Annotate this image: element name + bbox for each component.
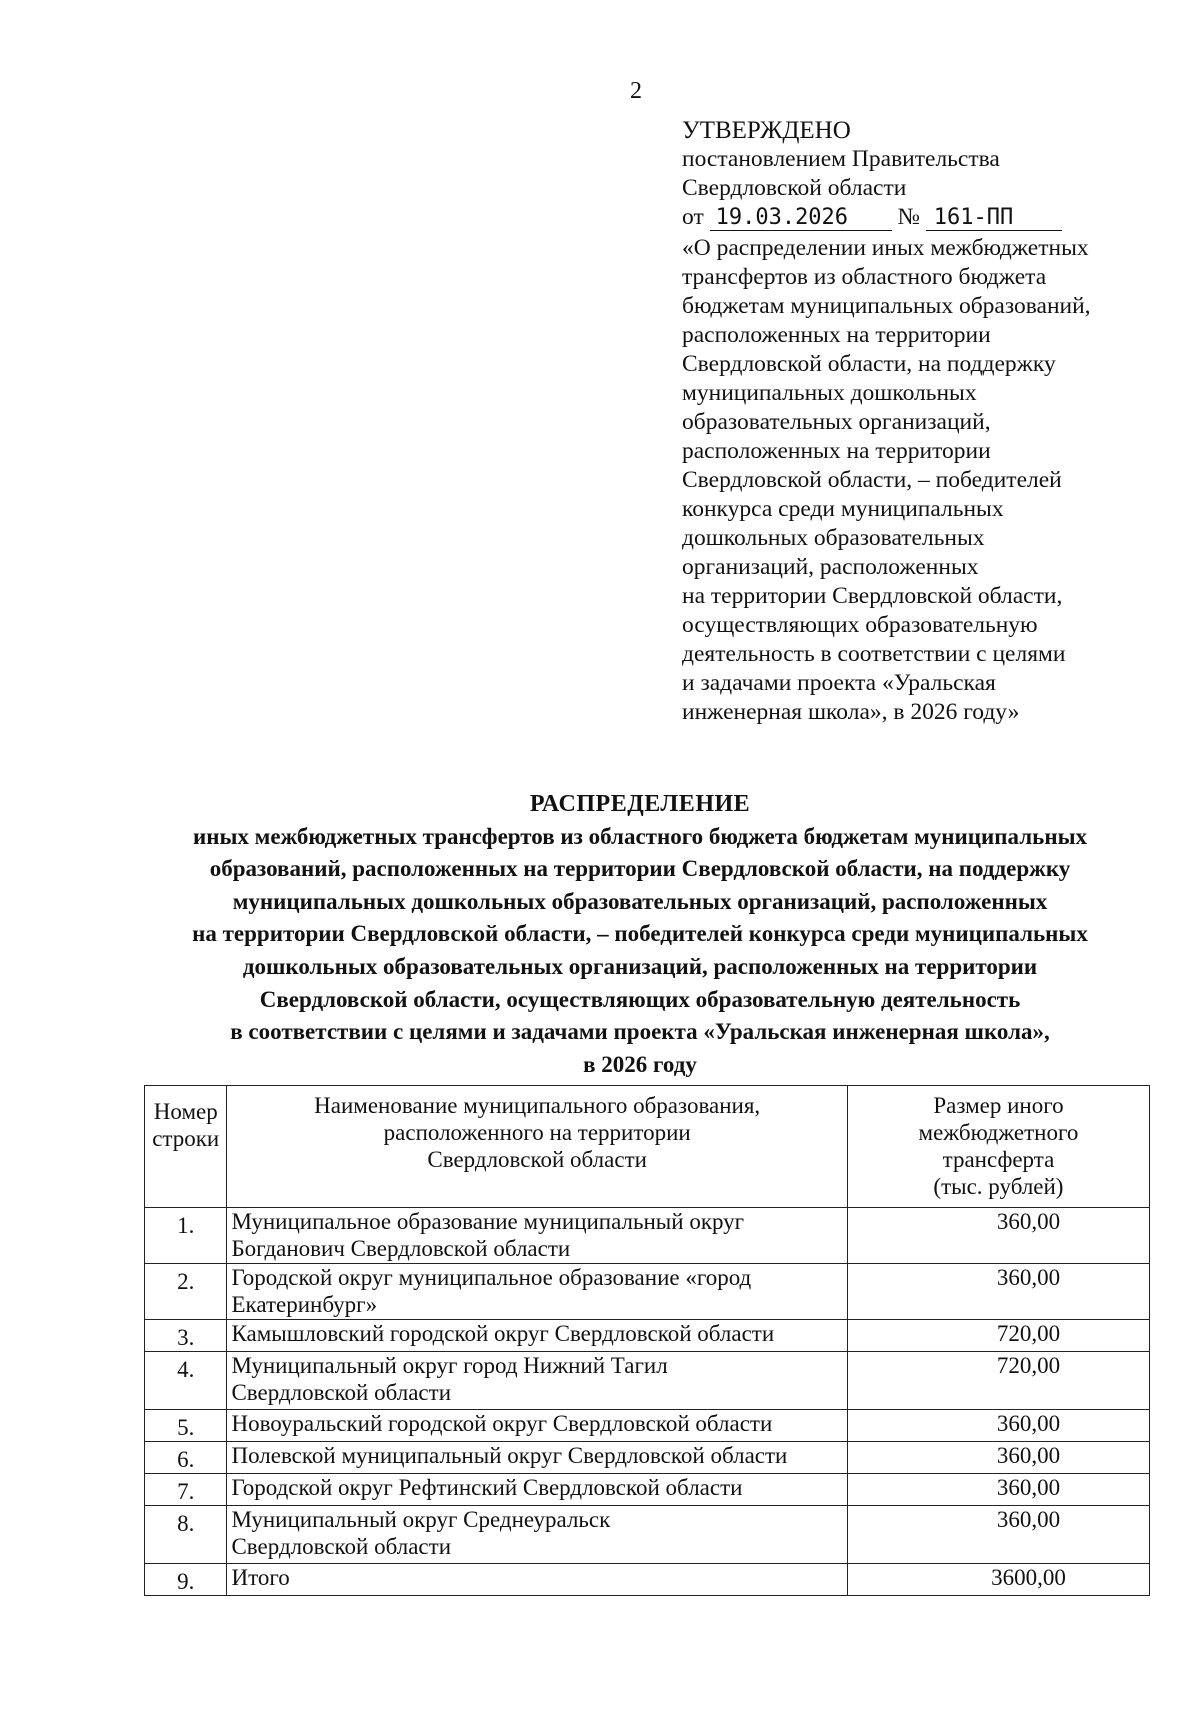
description-line: конкурса среди муниципальных: [682, 496, 1004, 522]
description-line: муниципальных дошкольных: [682, 380, 977, 406]
description-line: на территории Свердловской области,: [682, 583, 1063, 609]
date-prefix: от: [682, 204, 704, 230]
municipality-name: Муниципальный округ Среднеуральск Свердловской области: [227, 1506, 847, 1564]
description-line: Свердловской области, на поддержку: [682, 351, 1056, 377]
main-title: РАСПРЕДЕЛЕНИЕ: [529, 791, 751, 817]
description-line: Свердловской области, – победителей: [682, 467, 1062, 493]
description-line: деятельность в соответствии с целями: [682, 641, 1066, 667]
table-header-row: [145, 1086, 1150, 1208]
municipality-name: Итого: [227, 1564, 847, 1596]
table-row: [145, 1320, 1150, 1352]
title-line: Свердловской области, осуществляющих образовательную деятельность: [259, 986, 1021, 1012]
municipality-name: Новоуральский городской округ Свердловской области: [227, 1410, 847, 1442]
description-line: расположенных на территории: [682, 322, 991, 348]
header-amount: Размер иного межбюджетного трансферта (тыс. рублей): [847, 1086, 1149, 1208]
row-number: 7.: [145, 1474, 227, 1506]
approval-line: Свердловской области: [682, 175, 907, 201]
municipality-name: Городской округ муниципальное образование «город Екатеринбург»: [227, 1264, 847, 1320]
approval-date: 19.03.2026: [710, 206, 892, 231]
description-line: расположенных на территории: [682, 438, 991, 464]
description-line: осуществляющих образовательную: [682, 612, 1038, 638]
row-number: 1.: [145, 1208, 227, 1264]
transfer-amount: 360,00: [847, 1442, 1149, 1474]
table-row: [145, 1352, 1150, 1410]
title-line: образований, расположенных на территории Свердловской области, на поддержку: [209, 856, 1071, 882]
approval-line: постановлением Правительства: [682, 146, 1000, 172]
municipality-name: Городской округ Рефтинский Свердловской области: [227, 1474, 847, 1506]
approval-block: [682, 116, 1152, 727]
page-number: 2: [630, 78, 642, 104]
transfer-amount: 360,00: [847, 1410, 1149, 1442]
transfer-amount: 3600,00: [847, 1564, 1149, 1596]
row-number: 2.: [145, 1264, 227, 1320]
municipality-name: Муниципальный округ город Нижний Тагил Свердловской области: [227, 1352, 847, 1410]
table-row: [145, 1410, 1150, 1442]
table-row: [145, 1506, 1150, 1564]
table-row-total: [145, 1564, 1150, 1596]
table-row: [145, 1442, 1150, 1474]
approval-number: 161-ПП: [926, 206, 1062, 231]
transfer-amount: 360,00: [847, 1208, 1149, 1264]
transfer-amount: 360,00: [847, 1506, 1149, 1564]
municipality-name: Камышловский городской округ Свердловской области: [227, 1320, 847, 1352]
description-line: инженерная школа», в 2026 году»: [682, 699, 1020, 725]
number-prefix: №: [897, 204, 920, 230]
title-line: муниципальных дошкольных образовательных организаций, расположенных: [232, 888, 1048, 914]
header-row-number: Номер строки: [145, 1086, 227, 1208]
description-line: образовательных организаций,: [682, 409, 991, 435]
row-number: 8.: [145, 1506, 227, 1564]
description-line: «О распределении иных межбюджетных: [682, 235, 1089, 261]
transfer-amount: 360,00: [847, 1264, 1149, 1320]
document-title: [130, 788, 1150, 1081]
title-line: в 2026 году: [583, 1051, 697, 1077]
table-row: [145, 1474, 1150, 1506]
description-line: и задачами проекта «Уральская: [682, 670, 996, 696]
title-line: в соответствии с целями и задачами проекта «Уральская инженерная школа»,: [230, 1019, 1050, 1045]
row-number: 3.: [145, 1320, 227, 1352]
transfer-amount: 360,00: [847, 1474, 1149, 1506]
municipality-name: Полевской муниципальный округ Свердловской области: [227, 1442, 847, 1474]
description-line: дошкольных образовательных: [682, 525, 985, 551]
row-number: 4.: [145, 1352, 227, 1410]
title-line: на территории Свердловской области, – победителей конкурса среди муниципальных: [192, 921, 1088, 947]
table-row: [145, 1208, 1150, 1264]
row-number: 5.: [145, 1410, 227, 1442]
row-number: 9.: [145, 1564, 227, 1596]
description-line: трансфертов из областного бюджета: [682, 264, 1047, 290]
description-line: бюджетам муниципальных образований,: [682, 293, 1091, 319]
approval-heading: УТВЕРЖДЕНО: [682, 117, 851, 144]
municipality-name: Муниципальное образование муниципальный округ Богданович Свердловской области: [227, 1208, 847, 1264]
title-line: дошкольных образовательных организаций, расположенных на территории: [242, 953, 1038, 979]
approval-date-line: [682, 203, 1152, 232]
transfer-amount: 720,00: [847, 1320, 1149, 1352]
header-municipality: Наименование муниципального образования, расположенного на территории Свердловской области: [227, 1086, 847, 1208]
distribution-table: [144, 1085, 1150, 1596]
table-row: [145, 1264, 1150, 1320]
description-line: организаций, расположенных: [682, 554, 979, 580]
transfer-amount: 720,00: [847, 1352, 1149, 1410]
approval-description: [682, 234, 1152, 727]
title-line: иных межбюджетных трансфертов из областного бюджета бюджетам муниципальных: [192, 823, 1088, 849]
row-number: 6.: [145, 1442, 227, 1474]
